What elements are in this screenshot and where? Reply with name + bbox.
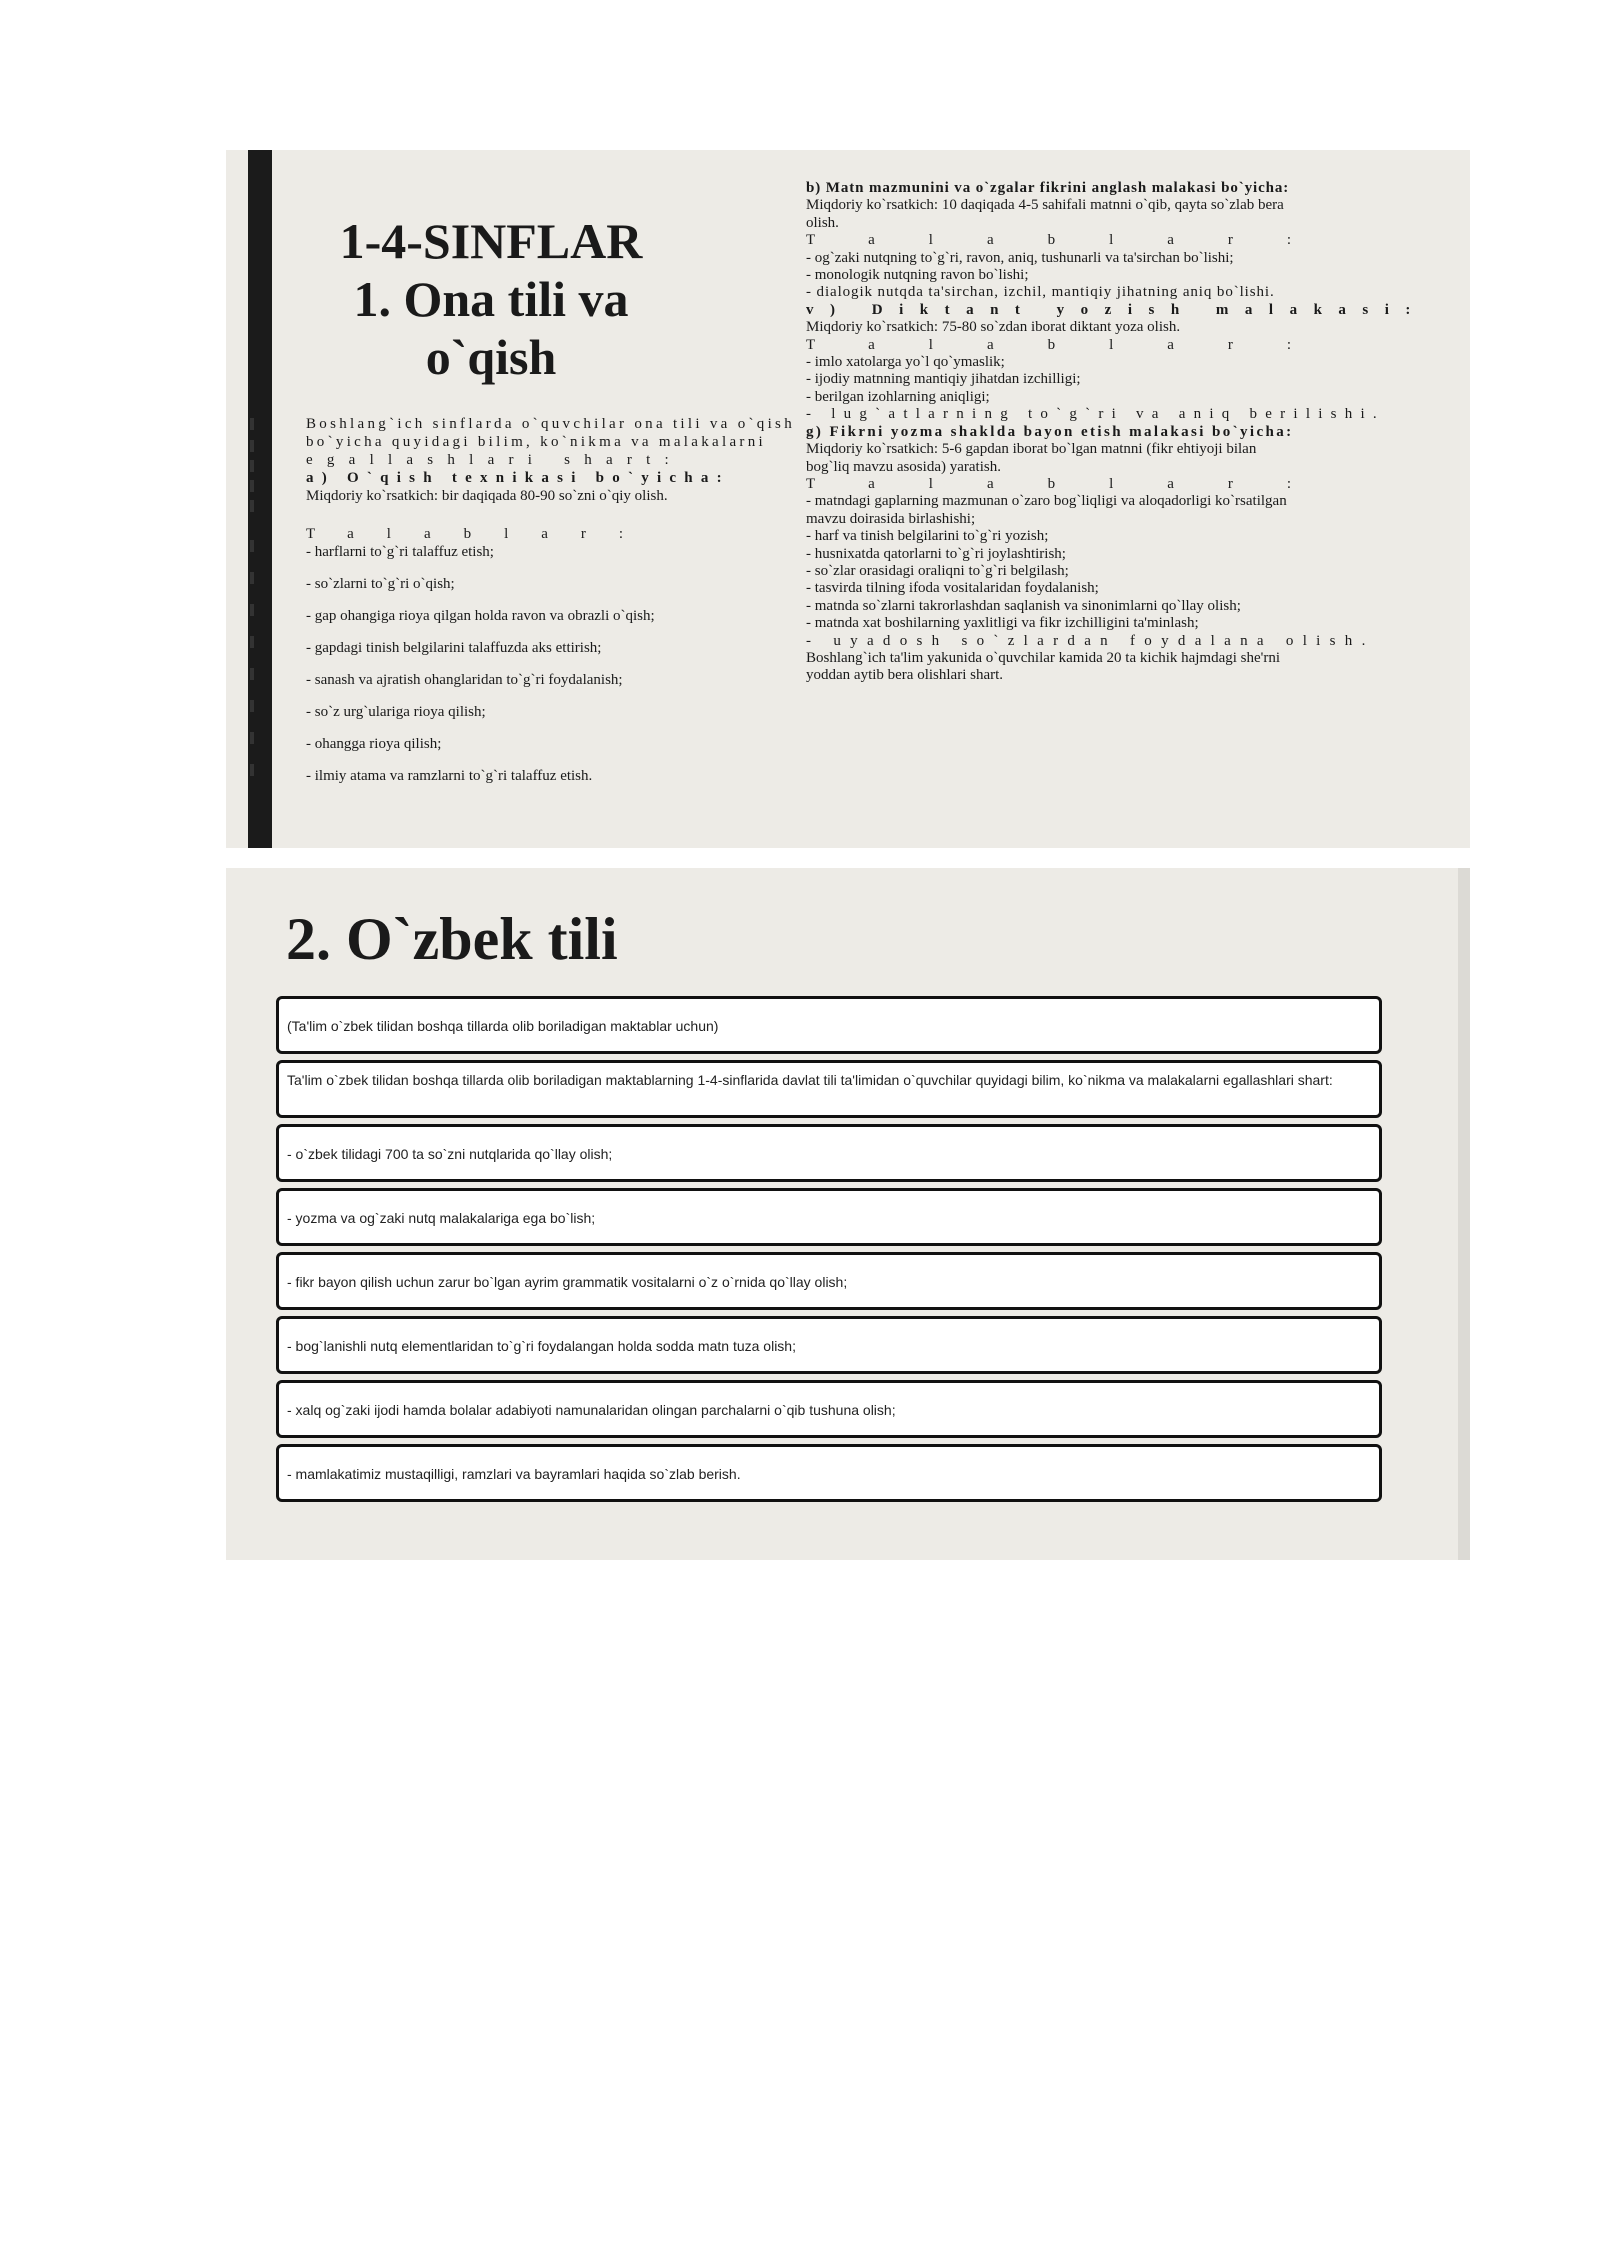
req-heading: Talablar: [806, 336, 1346, 353]
list-item: - berilgan izohlarning aniqligi; [806, 388, 990, 405]
list-item: - uyadosh so`zlardan foydalana olish. [806, 632, 1375, 649]
list-item: - harflarni to`g`ri talaffuz etish; [306, 544, 494, 560]
list-item: - gap ohangiga rioya qilgan holda ravon va obrazli o`qish; [306, 608, 655, 624]
section-b-heading: b) Matn mazmunini va o`zgalar fikrini anglash malakasi bo`yicha: [806, 180, 1290, 196]
section-b-text: olish. [806, 214, 839, 231]
box-text: - fikr bayon qilish uchun zarur bo`lgan ayrim grammatik vositalarni o`z o`rnida qo`llay olish; [287, 1274, 848, 1290]
intro-end: egallashlari shart: [306, 452, 683, 468]
list-item: - so`zlarni to`g`ri o`qish; [306, 576, 455, 592]
section-g-text: Miqdoriy ko`rsatkich: 5-6 gapdan iborat bo`lgan matnni (fikr ehtiyoji bilan [806, 441, 1257, 458]
closing-text: yoddan aytib bera olishlari shart. [806, 667, 1004, 684]
title-line-3: o`qish [425, 329, 557, 385]
right-column [806, 180, 1446, 685]
bullet-marker [250, 732, 254, 744]
text-box [276, 1444, 1382, 1502]
section-v-heading: v) Diktant yozish malakasi: [806, 301, 1427, 318]
closing-text: Boshlang`ich ta'lim yakunida o`quvchilar kamida 20 ta kichik hajmdagi she'rni [806, 649, 1281, 666]
list-item: - gapdagi tinish belgilarini talaffuzda aks ettirish; [306, 640, 602, 656]
list-item: - matndagi gaplarning mazmunan o`zaro bog`liqligi va aloqadorligi ko`rsatilgan [806, 493, 1287, 510]
section-g-text: bog`liq mavzu asosida) yaratish. [806, 458, 1001, 475]
text-box [276, 1188, 1382, 1246]
text-box [276, 996, 1382, 1054]
slide-ona-tili [226, 150, 1470, 848]
bullet-marker [250, 480, 254, 492]
sub-a-text: Miqdoriy ko`rsatkich: bir daqiqada 80-90 so`zni o`qiy olish. [306, 488, 668, 504]
intro-text: Boshlang`ich sinflarda o`quvchilar ona tili va o`qish bo`yicha quyidagi bilim, ko`nikma va malakalarni [306, 416, 795, 450]
bullet-marker [250, 460, 254, 472]
bullet-marker [250, 604, 254, 616]
req-heading: Talablar: [806, 475, 1346, 492]
text-box [276, 1252, 1382, 1310]
list-item: - ohangga rioya qilish; [306, 736, 442, 752]
box-text: (Ta'lim o`zbek tilidan boshqa tillarda olib boriladigan maktablar uchun) [287, 1018, 719, 1034]
bullet-marker [250, 572, 254, 584]
section-v-text: Miqdoriy ko`rsatkich: 75-80 so`zdan iborat diktant yoza olish. [806, 319, 1181, 336]
list-item: - matnda xat boshilarning yaxlitligi va fikr izchilligini ta'minlash; [806, 615, 1199, 632]
list-item: - imlo xatolarga yo`l qo`ymaslik; [806, 354, 1005, 371]
req-heading: Talablar: [806, 232, 1346, 249]
box-text: Ta'lim o`zbek tilidan boshqa tillarda olib boriladigan maktablarning 1-4-sinflarida davlat tili ta'limidan o`quvchilar quyidagi bilim, ko`nikma va malakalarni egallashlari shart: [287, 1072, 1333, 1088]
sub-a-heading: a) O`qish texnikasi bo`yicha: [306, 470, 730, 486]
slide-edge-shadow [1458, 868, 1470, 1560]
text-box [276, 1316, 1382, 1374]
list-item: - matnda so`zlarni takrorlashdan saqlanish va sinonimlarni qo`llay olish; [806, 597, 1241, 614]
left-requirements [306, 525, 801, 799]
list-item: - husnixatda qatorlarni to`g`ri joylashtirish; [806, 545, 1066, 562]
left-intro [306, 415, 801, 505]
bullet-marker [250, 440, 254, 452]
list-item: - ilmiy atama va ramzlarni to`g`ri talaffuz etish. [306, 768, 593, 784]
box-text: - o`zbek tilidagi 700 ta so`zni nutqlarida qo`llay olish; [287, 1146, 613, 1162]
slide-title: 2. O`zbek tili [286, 906, 618, 972]
list-item: - so`zlar orasidagi oraliqni to`g`ri belgilash; [806, 562, 1069, 579]
bullet-marker [250, 668, 254, 680]
box-text: - yozma va og`zaki nutq malakalariga ega bo`lish; [287, 1210, 596, 1226]
list-item: - lug`atlarning to`g`ri va aniq berilishi. [806, 406, 1385, 423]
section-g-heading: g) Fikrni yozma shaklda bayon etish malakasi bo`yicha: [806, 423, 1294, 440]
title-line-1: 1-4-SINFLAR [339, 213, 643, 269]
list-item: - monologik nutqning ravon bo`lishi; [806, 267, 1029, 284]
slide-title [306, 212, 676, 386]
text-box [276, 1380, 1382, 1438]
list-item: - sanash va ajratish ohanglaridan to`g`ri foydalanish; [306, 672, 623, 688]
req-heading: Talablar: [306, 526, 657, 542]
bullet-marker [250, 636, 254, 648]
title-line-2: 1. Ona tili va [353, 271, 629, 327]
text-box [276, 1124, 1382, 1182]
bullet-marker [250, 764, 254, 776]
list-item: mavzu doirasida birlashishi; [806, 510, 976, 527]
bullet-marker [250, 418, 254, 430]
list-item: - ijodiy matnning mantiqiy jihatdan izchilligi; [806, 371, 1081, 388]
bullet-marker [250, 540, 254, 552]
slide-ozbek-tili [226, 868, 1470, 1560]
section-b-text: Miqdoriy ko`rsatkich: 10 daqiqada 4-5 sahifali matnni o`qib, qayta so`zlab bera [806, 197, 1284, 214]
list-item: - dialogik nutqda ta'sirchan, izchil, mantiqiy jihatning aniq bo`lishi. [806, 284, 1275, 301]
list-item: - so`z urg`ulariga rioya qilish; [306, 704, 486, 720]
box-text: - xalq og`zaki ijodi hamda bolalar adabiyoti namunalaridan olingan parchalarni o`qib tushuna olish; [287, 1402, 896, 1418]
list-item: - tasvirda tilning ifoda vositalaridan foydalanish; [806, 580, 1099, 597]
box-text: - mamlakatimiz mustaqilligi, ramzlari va bayramlari haqida so`zlab berish. [287, 1466, 741, 1482]
list-item: - harf va tinish belgilarini to`g`ri yozish; [806, 528, 1049, 545]
box-text: - bog`lanishli nutq elementlaridan to`g`ri foydalangan holda sodda matn tuza olish; [287, 1338, 796, 1354]
list-item: - og`zaki nutqning to`g`ri, ravon, aniq, tushunarli va ta'sirchan bo`lishi; [806, 249, 1234, 266]
bullet-marker [250, 700, 254, 712]
text-box [276, 1060, 1382, 1118]
bullet-marker [250, 500, 254, 512]
